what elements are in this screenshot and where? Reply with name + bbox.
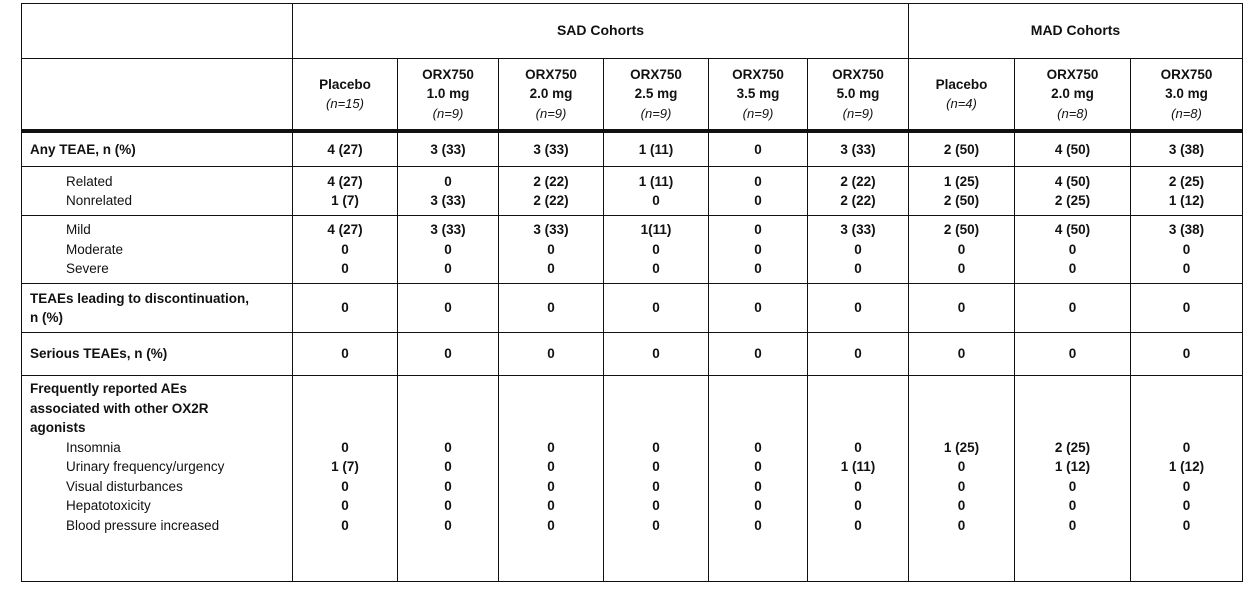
value-cell: 0 (709, 131, 808, 167)
value-cell: 0 (1015, 284, 1131, 333)
value-cell: 4 (50) 0 0 (1015, 216, 1131, 284)
value-cell: 1 (25) 0 0 0 0 (909, 376, 1015, 582)
value-cell: 0 (293, 284, 398, 333)
value-cell: 4 (27) 1 (7) (293, 167, 398, 216)
value-cell: 0 (1131, 333, 1243, 376)
col-header: ORX750 3.0 mg (n=8) (1131, 59, 1243, 132)
value-cell: 4 (27) (293, 131, 398, 167)
value-cell: 0 (909, 333, 1015, 376)
sad-cohorts-header: SAD Cohorts (293, 4, 909, 59)
mad-cohorts-header: MAD Cohorts (909, 4, 1243, 59)
row-label: Serious TEAEs, n (%) (22, 333, 293, 376)
row-label: Related Nonrelated (22, 167, 293, 216)
value-cell: 0 (709, 333, 808, 376)
row-label: Mild Moderate Severe (22, 216, 293, 284)
value-cell: 0 0 0 (709, 216, 808, 284)
corner-cell (22, 4, 293, 59)
relation-row (22, 167, 1243, 216)
value-cell: 1 (11) 0 (604, 167, 709, 216)
value-cell: 3 (33) 0 0 (499, 216, 604, 284)
value-cell: 0 (808, 333, 909, 376)
value-cell: 0 (808, 284, 909, 333)
value-cell: 0 (1015, 333, 1131, 376)
value-cell: 0 (604, 284, 709, 333)
col-header: ORX750 1.0 mg (n=9) (398, 59, 499, 132)
value-cell: 2 (25) 1 (12) (1131, 167, 1243, 216)
col-header: Placebo (n=4) (909, 59, 1015, 132)
value-cell: 3 (33) (808, 131, 909, 167)
column-header-row (22, 59, 1243, 132)
value-cell: 1 (11) (604, 131, 709, 167)
value-cell: 4 (27) 0 0 (293, 216, 398, 284)
value-cell: 0 1 (7) 0 0 0 (293, 376, 398, 582)
value-cell: 3 (38) 0 0 (1131, 216, 1243, 284)
value-cell: 4 (50) (1015, 131, 1131, 167)
row-label-header (22, 59, 293, 132)
value-cell: 0 0 0 0 0 (604, 376, 709, 582)
value-cell: 3 (33) 0 0 (398, 216, 499, 284)
value-cell: 3 (38) (1131, 131, 1243, 167)
value-cell: 0 (398, 333, 499, 376)
col-header: ORX750 2.0 mg (n=9) (499, 59, 604, 132)
value-cell: 0 1 (12) 0 0 0 (1131, 376, 1243, 582)
any-teae-row (22, 131, 1243, 167)
value-cell: 2 (22) 2 (22) (499, 167, 604, 216)
value-cell: 1 (25) 2 (50) (909, 167, 1015, 216)
row-label: TEAEs leading to discontinuation, n (%) (22, 284, 293, 333)
col-header: ORX750 3.5 mg (n=9) (709, 59, 808, 132)
value-cell: 0 0 0 0 0 (398, 376, 499, 582)
value-cell: 0 (604, 333, 709, 376)
row-label: Frequently reported AEs associated with other OX2R agonists Insomnia Urinary frequency/urgency Visual disturbances Hepatotoxicity Blood pressure increased (22, 376, 293, 582)
value-cell: 4 (50) 2 (25) (1015, 167, 1131, 216)
col-header: ORX750 2.5 mg (n=9) (604, 59, 709, 132)
value-cell: 0 (499, 284, 604, 333)
value-cell: 0 0 0 0 0 (499, 376, 604, 582)
col-header: Placebo (n=15) (293, 59, 398, 132)
value-cell: 0 3 (33) (398, 167, 499, 216)
col-header: ORX750 5.0 mg (n=9) (808, 59, 909, 132)
value-cell: 0 (1131, 284, 1243, 333)
value-cell: 0 0 0 0 0 (709, 376, 808, 582)
value-cell: 3 (33) 0 0 (808, 216, 909, 284)
value-cell: 0 1 (11) 0 0 0 (808, 376, 909, 582)
value-cell: 2 (50) (909, 131, 1015, 167)
value-cell: 2 (25) 1 (12) 0 0 0 (1015, 376, 1131, 582)
group-header-row (22, 4, 1243, 59)
value-cell: 0 (398, 284, 499, 333)
adverse-events-table (21, 3, 1243, 582)
value-cell: 2 (50) 0 0 (909, 216, 1015, 284)
serious-teae-row (22, 333, 1243, 376)
value-cell: 0 (293, 333, 398, 376)
severity-row (22, 216, 1243, 284)
frequent-aes-row (22, 376, 1243, 582)
value-cell: 3 (33) (499, 131, 604, 167)
value-cell: 2 (22) 2 (22) (808, 167, 909, 216)
value-cell: 0 (909, 284, 1015, 333)
value-cell: 0 (499, 333, 604, 376)
value-cell: 0 (709, 284, 808, 333)
value-cell: 1(11) 0 0 (604, 216, 709, 284)
value-cell: 3 (33) (398, 131, 499, 167)
discontinuation-row (22, 284, 1243, 333)
row-label: Any TEAE, n (%) (22, 131, 293, 167)
value-cell: 0 0 (709, 167, 808, 216)
col-header: ORX750 2.0 mg (n=8) (1015, 59, 1131, 132)
